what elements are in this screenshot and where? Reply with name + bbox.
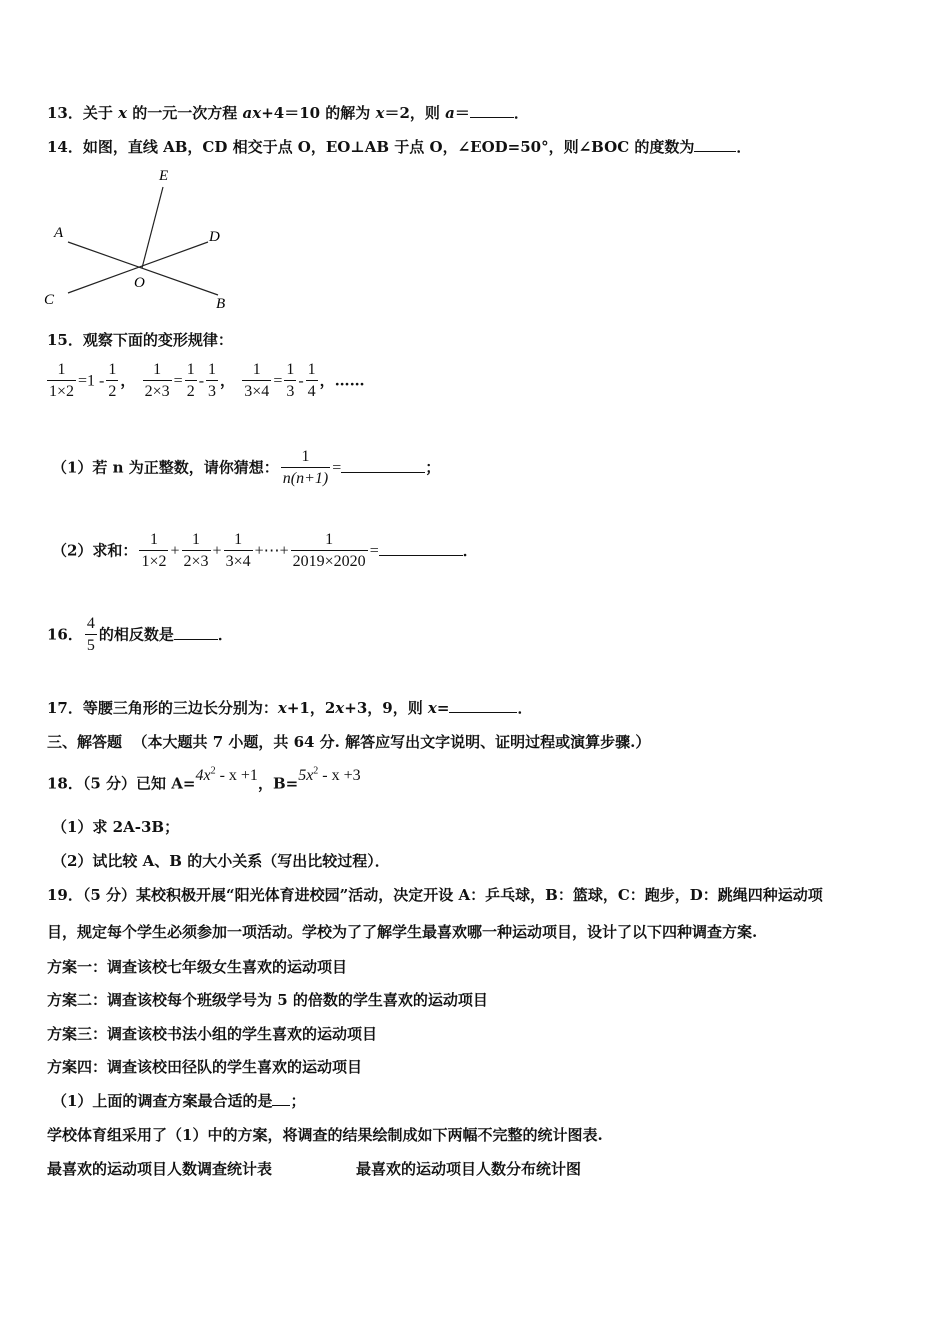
plan-1: 方案一：调查该校七年级女生喜欢的运动项目 xyxy=(47,958,348,976)
label-d: D xyxy=(209,229,220,245)
question-15-part2: （2）求和： $\frac{1}{1\times 2}$ + $\frac{1}{2\times 3}$ + $\frac{1}{3\times 4}$ +⋯+ $\frac{1}{2019\times 2020}$ = ． xyxy=(52,530,478,573)
label-e: E xyxy=(159,168,169,184)
label-b: B xyxy=(216,296,226,312)
question-15: 15．观察下面的变形规律： xyxy=(47,331,233,349)
question-18-part2: （2）试比较 A、B 的大小关系（写出比较过程）． xyxy=(52,852,390,870)
question-19-line1: 19．（5 分）某校积极开展“阳光体育进校园”活动，决定开设 A：乒乓球，B：篮球，C：跑步，D：跳绳四种运动项 xyxy=(47,886,823,904)
label-a: A xyxy=(54,225,64,241)
question-14: 14．如图，直线 AB，CD 相交于点 O，EO⊥AB 于点 O，∠EOD=50°，则∠BOC 的度数为 ． xyxy=(47,138,752,156)
question-16: 16． $\frac{4}{5}$ 的相反数是 ． xyxy=(47,614,233,657)
question-13: 13．关于 x 的一元一次方程 ax+4＝10 的解为 x＝2，则 a＝ ． xyxy=(47,104,529,122)
answer-blank xyxy=(449,698,517,713)
chart-title: 最喜欢的运动项目人数分布统计图 xyxy=(356,1160,582,1178)
answer-blank xyxy=(272,1091,290,1106)
answer-blank xyxy=(470,103,514,118)
question-19-line2: 目，规定每个学生必须参加一项活动。学校为了了解学生最喜欢哪一种运动项目，设计了以下四种调查方案. xyxy=(47,923,758,941)
table-title: 最喜欢的运动项目人数调查统计表 xyxy=(47,1160,273,1178)
section-3-heading: 三、解答题 （本大题共 7 小题，共 64 分. 解答应写出文字说明、证明过程或演算步骤.） xyxy=(47,733,651,751)
question-18-part1: （1）求 2A-3B； xyxy=(52,818,180,836)
question-19-part1: （1）上面的调查方案最合适的是 ； xyxy=(52,1092,306,1110)
label-c: C xyxy=(44,292,55,308)
answer-blank xyxy=(174,625,218,640)
plan-3: 方案三：调查该校书法小组的学生喜欢的运动项目 xyxy=(47,1025,378,1043)
question-17: 17．等腰三角形的三边长分别为：x+1，2x+3，9，则 x= ． xyxy=(47,699,533,717)
plan-2: 方案二：调查该校每个班级学号为 5 的倍数的学生喜欢的运动项目 xyxy=(47,991,488,1009)
plan-4: 方案四：调查该校田径队的学生喜欢的运动项目 xyxy=(47,1058,363,1076)
intersecting-lines-figure xyxy=(40,165,240,315)
label-o: O xyxy=(134,275,145,291)
answer-blank xyxy=(341,458,425,473)
answer-blank xyxy=(379,541,463,556)
question-19-line3: 学校体育组采用了（1）中的方案，将调查的结果绘制成如下两幅不完整的统计图表. xyxy=(47,1126,603,1144)
question-15-part1: （1）若 n 为正整数，请你猜想： $\frac{1}{n(n+1)}$ = ； xyxy=(52,447,440,490)
pattern-row: $\frac{1}{1\times 2}$ =1 - $\frac{1}{2}$ ， $\frac{1}{2\times 3}$ = $\frac{1}{2}$ - $\frac{1}{3}$ ， $\frac{1}{3\times 4}$ = $\frac{1}{3}$ - $\frac{1}{4}$ ，…… xyxy=(45,360,365,403)
answer-blank xyxy=(694,137,736,152)
question-18: 18．（5 分）已知 $A=4x^2 - x +1$，$B=5x^2 - x +3$ xyxy=(47,766,361,793)
